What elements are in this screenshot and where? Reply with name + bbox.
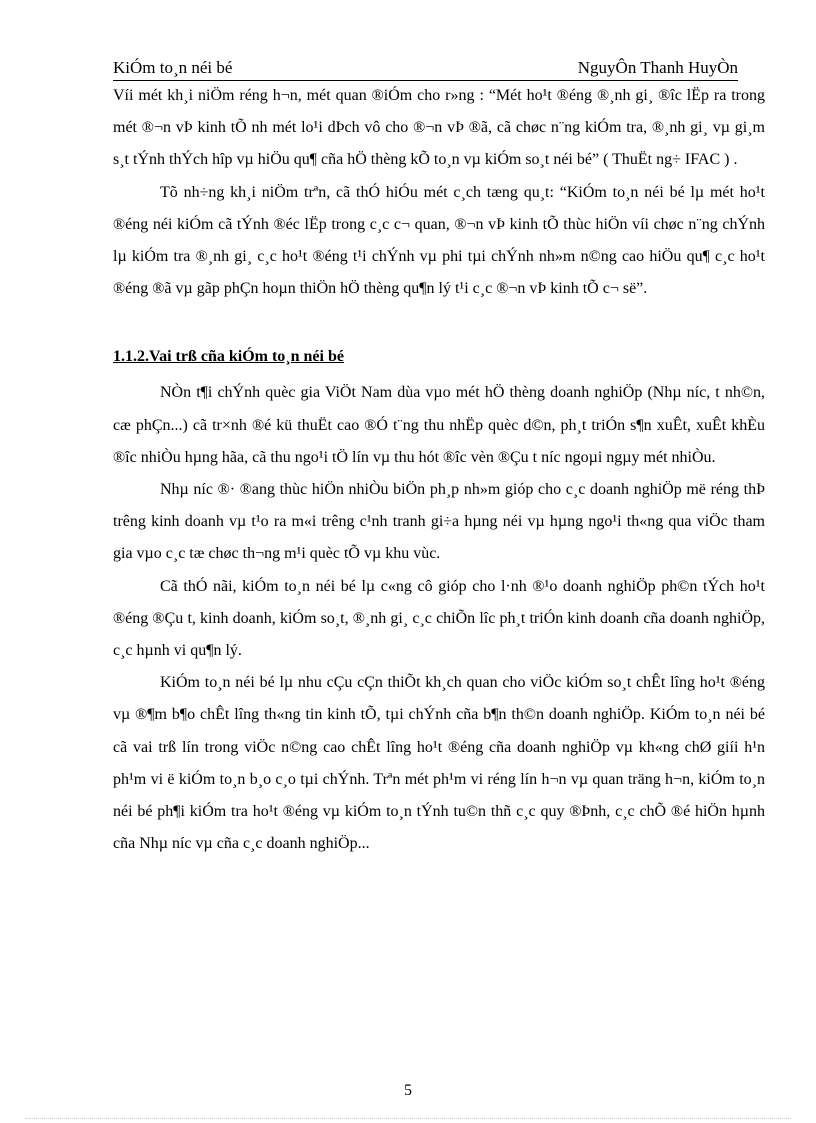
page-body	[113, 80, 765, 860]
section-heading: 1.1.2.Vai trß cña kiÓm to¸n néi bé	[113, 348, 344, 366]
paragraph: NÒn t¶i chÝnh quèc gia ViÖt Nam dùa vµo mét hÖ thèng doanh nghiÖp (Nhµ níc, t nh©n, cæ phÇn...) cã tr×nh ®é kü thuËt cao ®Ó t¨ng thu nhËp quèc d©n, ph¸t triÓn s¶n xuÊt, xuÊt khÈu ®îc nhiÒu hµng hãa, cã thu ngo¹i tÖ lín vµ thu hót ®îc vèn ®Çu t níc ngoµi ngµy mét nhiÒu.	[113, 384, 765, 466]
paragraph: Cã thÓ nãi, kiÓm to¸n néi bé lµ c«ng cô gióp cho l·nh ®¹o doanh nghiÖp ph©n tÝch ho¹t ®éng ®Çu t, kinh doanh, kiÓm so¸t, ®¸nh gi¸ c¸c chiÕn lîc ph¸t triÓn kinh doanh cña doanh nghiÖp, c¸c hµnh vi qu¶n lý.	[113, 577, 765, 660]
page-number: 5	[404, 1082, 412, 1099]
page-bottom-divider	[25, 1118, 791, 1119]
paragraph: KiÓm to¸n néi bé lµ nhu cÇu cÇn thiÕt kh¸ch quan cho viÖc kiÓm so¸t chÊt lîng ho¹t ®éng vµ ®¶m b¶o chÊt lîng th«ng tin kinh tÕ, tµi chÝnh cña b¶n th©n doanh nghiÖp. KiÓm to¸n néi bé cã vai trß lín trong viÖc n©ng cao chÊt lîng ho¹t ®éng cña doanh nghiÖp vµ kh«ng chØ giíi h¹n ph¹m vi ë kiÓm to¸n b¸o c¸o tµi chÝnh. Trªn mét ph¹m vi réng lín h¬n vµ quan träng h¬n, kiÓm to¸n néi bé ph¶i kiÓm tra ho¹t ®éng vµ kiÓm to¸n tÝnh tu©n thñ c¸c quy ®Þnh, c¸c chÕ ®é hiÖn hµnh cña Nhµ níc vµ cña c¸c doanh nghiÖp...	[113, 674, 765, 853]
paragraph: Nhµ níc ®· ®ang thùc hiÖn nhiÒu biÖn ph¸p nh»m gióp cho c¸c doanh nghiÖp më réng thÞ trêng kinh doanh vµ t¹o ra m«i trêng c¹nh tranh gi÷a hµng néi vµ hµng ngo¹i th«ng qua viÖc tham gia vµo c¸c tæ chøc th¬ng m¹i quèc tÕ vµ khu vùc.	[113, 481, 765, 563]
header-document-title: KiÓm to¸n néi bé	[113, 58, 233, 77]
paragraph: Víi mét kh¸i niÖm réng h¬n, mét quan ®iÓm cho r»ng : “Mét ho¹t ®éng ®¸nh gi¸ ®îc lËp ra trong mét ®¬n vÞ kinh tÕ nh mét lo¹i dÞch vô cho ®¬n vÞ ®ã, cã chøc n¨ng kiÓm tra, ®¸nh gi¸ vµ gi¸m s¸t tÝnh thÝch hîp vµ hiÖu qu¶ cña hÖ thèng kÕ to¸n vµ kiÓm so¸t néi bé” ( ThuËt ng÷ IFAC ) .	[113, 87, 765, 169]
header-author-name: NguyÔn Thanh HuyÒn	[577, 58, 738, 77]
paragraph: Tõ nh÷ng kh¸i niÖm trªn, cã thÓ hiÓu mét c¸ch tæng qu¸t: “KiÓm to¸n néi bé lµ mét ho¹t ®éng néi kiÓm cã tÝnh ®éc lËp trong c¸c c¬ quan, ®¬n vÞ kinh tÕ thùc hiÖn víi chøc n¨ng chÝnh lµ kiÓm tra ®¸nh gi¸ c¸c ho¹t ®éng t¹i chÝnh vµ phi tµi chÝnh nh»m n©ng cao hiÖu qu¶ c¸c ho¹t ®éng ®ã vµ gãp phÇn hoµn thiÖn hÖ thèng qu¶n lý t¹i c¸c ®¬n vÞ kinh tÕ c¬ së”.	[113, 183, 765, 298]
page-header	[113, 52, 738, 81]
